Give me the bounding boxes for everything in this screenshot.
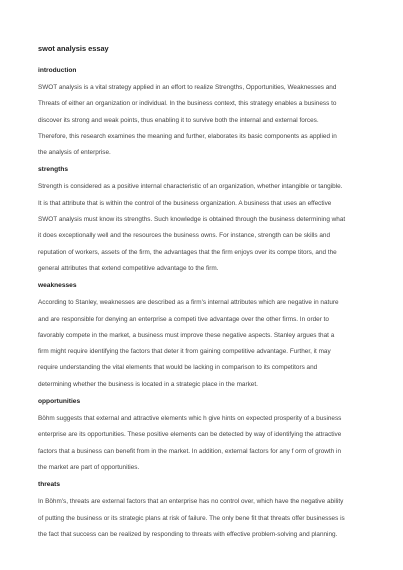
paragraph-line: In Böhm's, threats are external factors that an enterprise has no control over, which have the negative ability — [38, 498, 344, 506]
paragraph-line: require understanding the vital elements that would be lacking in comparison to its competitors and — [38, 364, 318, 372]
paragraph-line: the market are part of opportunities. — [38, 463, 140, 471]
paragraph-line: SWOT analysis is a vital strategy applied in an effort to realize Strengths, Opportunities, Weaknesses and — [38, 84, 337, 91]
section-paragraph — [38, 411, 363, 476]
section-heading: weaknesses — [38, 282, 77, 290]
paragraph-line: it does exceptionally well and the resources the business owns. For instance, strength can be skills and — [38, 232, 330, 240]
paragraph-line: and are responsible for denying an enterprise a competi tive advantage over the other firms. In order to — [38, 315, 329, 323]
paragraph-line: general attributes that extend competitive advantage to the firm. — [38, 264, 219, 272]
paragraph-line: reputation of workers, assets of the firm, the advantages that the firm enjoys over its compe titors, and the — [38, 248, 337, 256]
section-opportunities — [38, 396, 363, 476]
section-paragraph — [38, 80, 363, 161]
paragraph-line: discover its strong and weak points, thus enabling it to survive both the internal and external forces. — [38, 116, 319, 124]
paragraph-line: the fact that success can be realized by responding to threats with effective problem-solving and planning. — [38, 530, 338, 538]
paragraph-line: Therefore, this research examines the meaning and further, elaborates its basic components as applied in — [38, 132, 337, 140]
section-paragraph — [38, 494, 363, 543]
section-heading: strengths — [38, 166, 69, 174]
section-paragraph — [38, 179, 363, 277]
section-strengths — [38, 164, 363, 277]
paragraph-line: factors that a business can benefit from in the market. In addition, external factors for any f orm of growth in — [38, 447, 341, 455]
paragraph-line: According to Stanley, weaknesses are described as a firm's internal attributes which are negative in nature — [38, 299, 339, 307]
paragraph-line: It is that attribute that is within the control of the business organization. A business that uses an effective — [38, 199, 332, 207]
paragraph-line: SWOT analysis must know its strengths. Such knowledge is obtained through the business determining what — [38, 216, 346, 224]
section-heading: introduction — [38, 67, 77, 74]
paragraph-line: enterprise are its opportunities. These positive elements can be detected by way of identifying the attractive — [38, 431, 342, 439]
paragraph-line: firm might require identifying the factors that deter it from gaining competitive advantage. Further, it may — [38, 348, 331, 356]
paragraph-line: the analysis of enterprise. — [38, 149, 111, 157]
paragraph-line: Böhm suggests that external and attractive elements whic h give hints on expected prosperity of a business — [38, 415, 342, 423]
paragraph-line: of putting the business or its strategic plans at risk of failure. The only bene fit that threats offer businesses is — [38, 514, 345, 522]
section-heading: opportunities — [38, 398, 81, 406]
section-paragraph — [38, 295, 363, 393]
section-threats — [38, 479, 363, 543]
section-introduction — [38, 65, 363, 161]
section-heading: threats — [38, 481, 60, 489]
paragraph-line: favorably compete in the market, a business must improve these negative aspects. Stanley argues that a — [38, 331, 335, 339]
paragraph-line: Strength is considered as a positive internal characteristic of an organization, whether intangible or tangible. — [38, 183, 343, 191]
document-title: swot analysis essay — [38, 44, 109, 53]
paragraph-line: determining whether the business is located in a strategic place in the market. — [38, 380, 258, 388]
paragraph-line: Threats of either an organization or individual. In the business context, this strategy enables a business to — [38, 100, 337, 108]
section-weaknesses — [38, 280, 363, 393]
